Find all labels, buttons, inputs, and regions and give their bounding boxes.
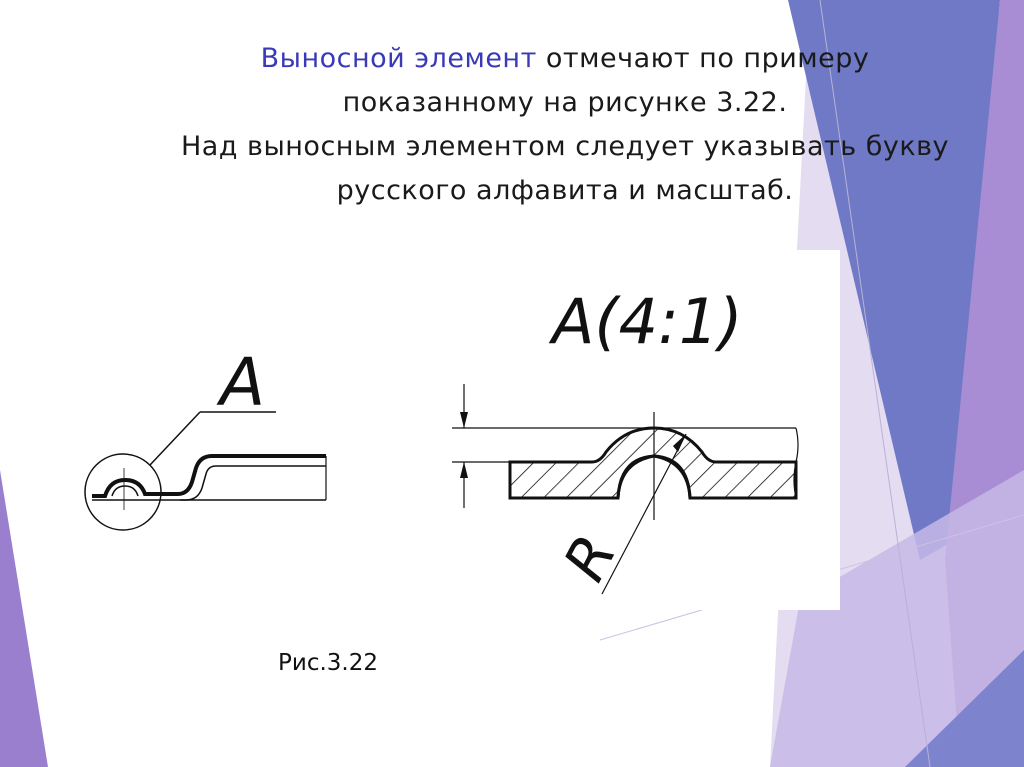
figure-caption: Рис.3.22: [278, 650, 378, 676]
part-outline-bottom: [92, 466, 326, 500]
main-view: [85, 344, 326, 530]
part-outline-top: [92, 456, 326, 496]
dimension-arrow-down: [460, 412, 468, 428]
radius-label: R: [550, 524, 630, 592]
part-inner-bump: [112, 486, 138, 496]
title-line-4: русского алфавита и масштаб.: [336, 175, 794, 206]
title-line-3: Над выносным элементом следует указывать букву: [180, 131, 950, 162]
detail-view: [452, 285, 798, 594]
title-line-1-rest: отмечают по примеру: [536, 43, 870, 74]
title-accent-term: Выносной элемент: [260, 43, 537, 74]
detail-label-a: А: [220, 344, 266, 421]
dimension-arrow-up: [460, 462, 468, 478]
leader-line: [150, 412, 200, 465]
hatched-section: [510, 428, 796, 498]
title-line-2: показанному на рисунке 3.22.: [342, 87, 788, 118]
scale-label: А(4:1): [552, 285, 743, 358]
